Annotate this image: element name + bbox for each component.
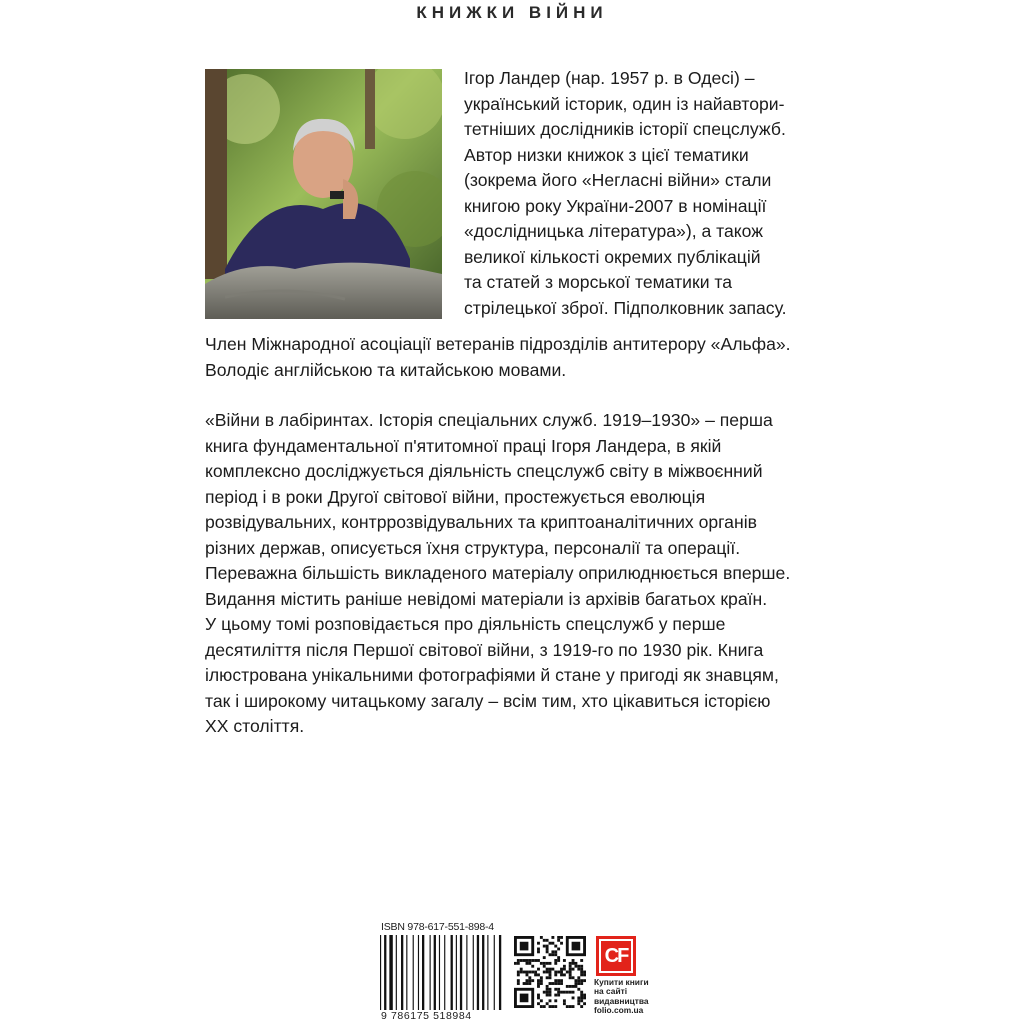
bio-line: Автор низки книжок з цієї тематики — [464, 144, 749, 165]
buy-line: на сайті — [594, 986, 628, 997]
bio-line: тетніших дослідників історії спецслужб. — [464, 119, 786, 139]
description-line: комплексно досліджується діяльність спецслужб світу в міжвоєнний — [205, 461, 763, 481]
bio-line: (зокрема його «Негласні війни» стали — [464, 170, 772, 190]
back-cover-footer — [378, 918, 648, 1024]
description-line: «Війни в лабіринтах. Історія спеціальних служб. 1919–1930» – перша — [205, 410, 773, 430]
publisher-logo — [596, 936, 636, 976]
description-line: У цьому томі розповідається про діяльність спецслужб у перше — [205, 614, 726, 634]
description-line: десятиліття після Першої світової війни, з 1919-го по 1930 рік. Книга — [205, 639, 764, 660]
author-portrait-image — [205, 69, 442, 319]
buy-line: folio.com.ua — [594, 1005, 644, 1016]
bio-line: та статей з морської тематики та — [464, 272, 733, 292]
description-line: книга фундаментальної п'ятитомної праці Ігоря Ландера, в якій — [205, 435, 722, 456]
buy-line: Купити книги — [594, 977, 649, 987]
qr-code-icon — [514, 936, 586, 1008]
buy-online-text — [594, 978, 654, 1016]
series-title: КНИЖКИ ВІЙНИ — [416, 3, 608, 22]
bio-line: стрілецької зброї. Підполковник запасу. — [464, 297, 787, 318]
description-line: Переважна більшість викладеного матеріалу оприлюднюється вперше. — [205, 563, 791, 583]
description-line: різних держав, описується їхня структура, персоналії та операції. — [205, 537, 741, 558]
bio-line: Ігор Ландер (нар. 1957 р. в Одесі) – — [464, 68, 755, 88]
publisher-logo-text: CF — [599, 939, 633, 973]
bio-line: Член Міжнародної асоціації ветеранів підрозділів антитерору «Альфа». — [205, 334, 791, 354]
isbn-label: ISBN 978-617-551-898-4 — [381, 921, 494, 933]
description-line: Видання містить раніше невідомі матеріали із архівів багатьох країн. — [205, 588, 768, 609]
book-description — [205, 408, 845, 740]
author-photo — [205, 69, 442, 319]
bio-line: Володіє англійською та китайською мовами. — [205, 359, 567, 380]
bio-line: великої кількості окремих публікацій — [464, 246, 761, 267]
description-line: так і широкому читацькому загалу – всім тим, хто цікавиться історією — [205, 690, 771, 711]
author-bio-side — [464, 66, 824, 321]
description-line: період і в роки Другої світової війни, простежується еволюція — [205, 486, 706, 507]
bio-line: «дослідницька література»), а також — [464, 221, 764, 241]
description-line: ілюстрована унікальними фотографіями й стане у пригоді як знавцям, — [205, 665, 779, 685]
buy-line: видавництва — [594, 995, 649, 1006]
barcode-digits: 9 786175 518984 — [381, 1010, 472, 1022]
barcode-image — [378, 935, 506, 1013]
description-line: розвідувальних, контррозвідувальних та криптоаналітичних органів — [205, 512, 757, 532]
bio-line: український історик, один із найавтори- — [464, 93, 785, 114]
description-line: XX століття. — [205, 716, 305, 736]
author-bio-full — [205, 332, 845, 383]
bio-line: книгою року України-2007 в номінації — [464, 195, 767, 216]
